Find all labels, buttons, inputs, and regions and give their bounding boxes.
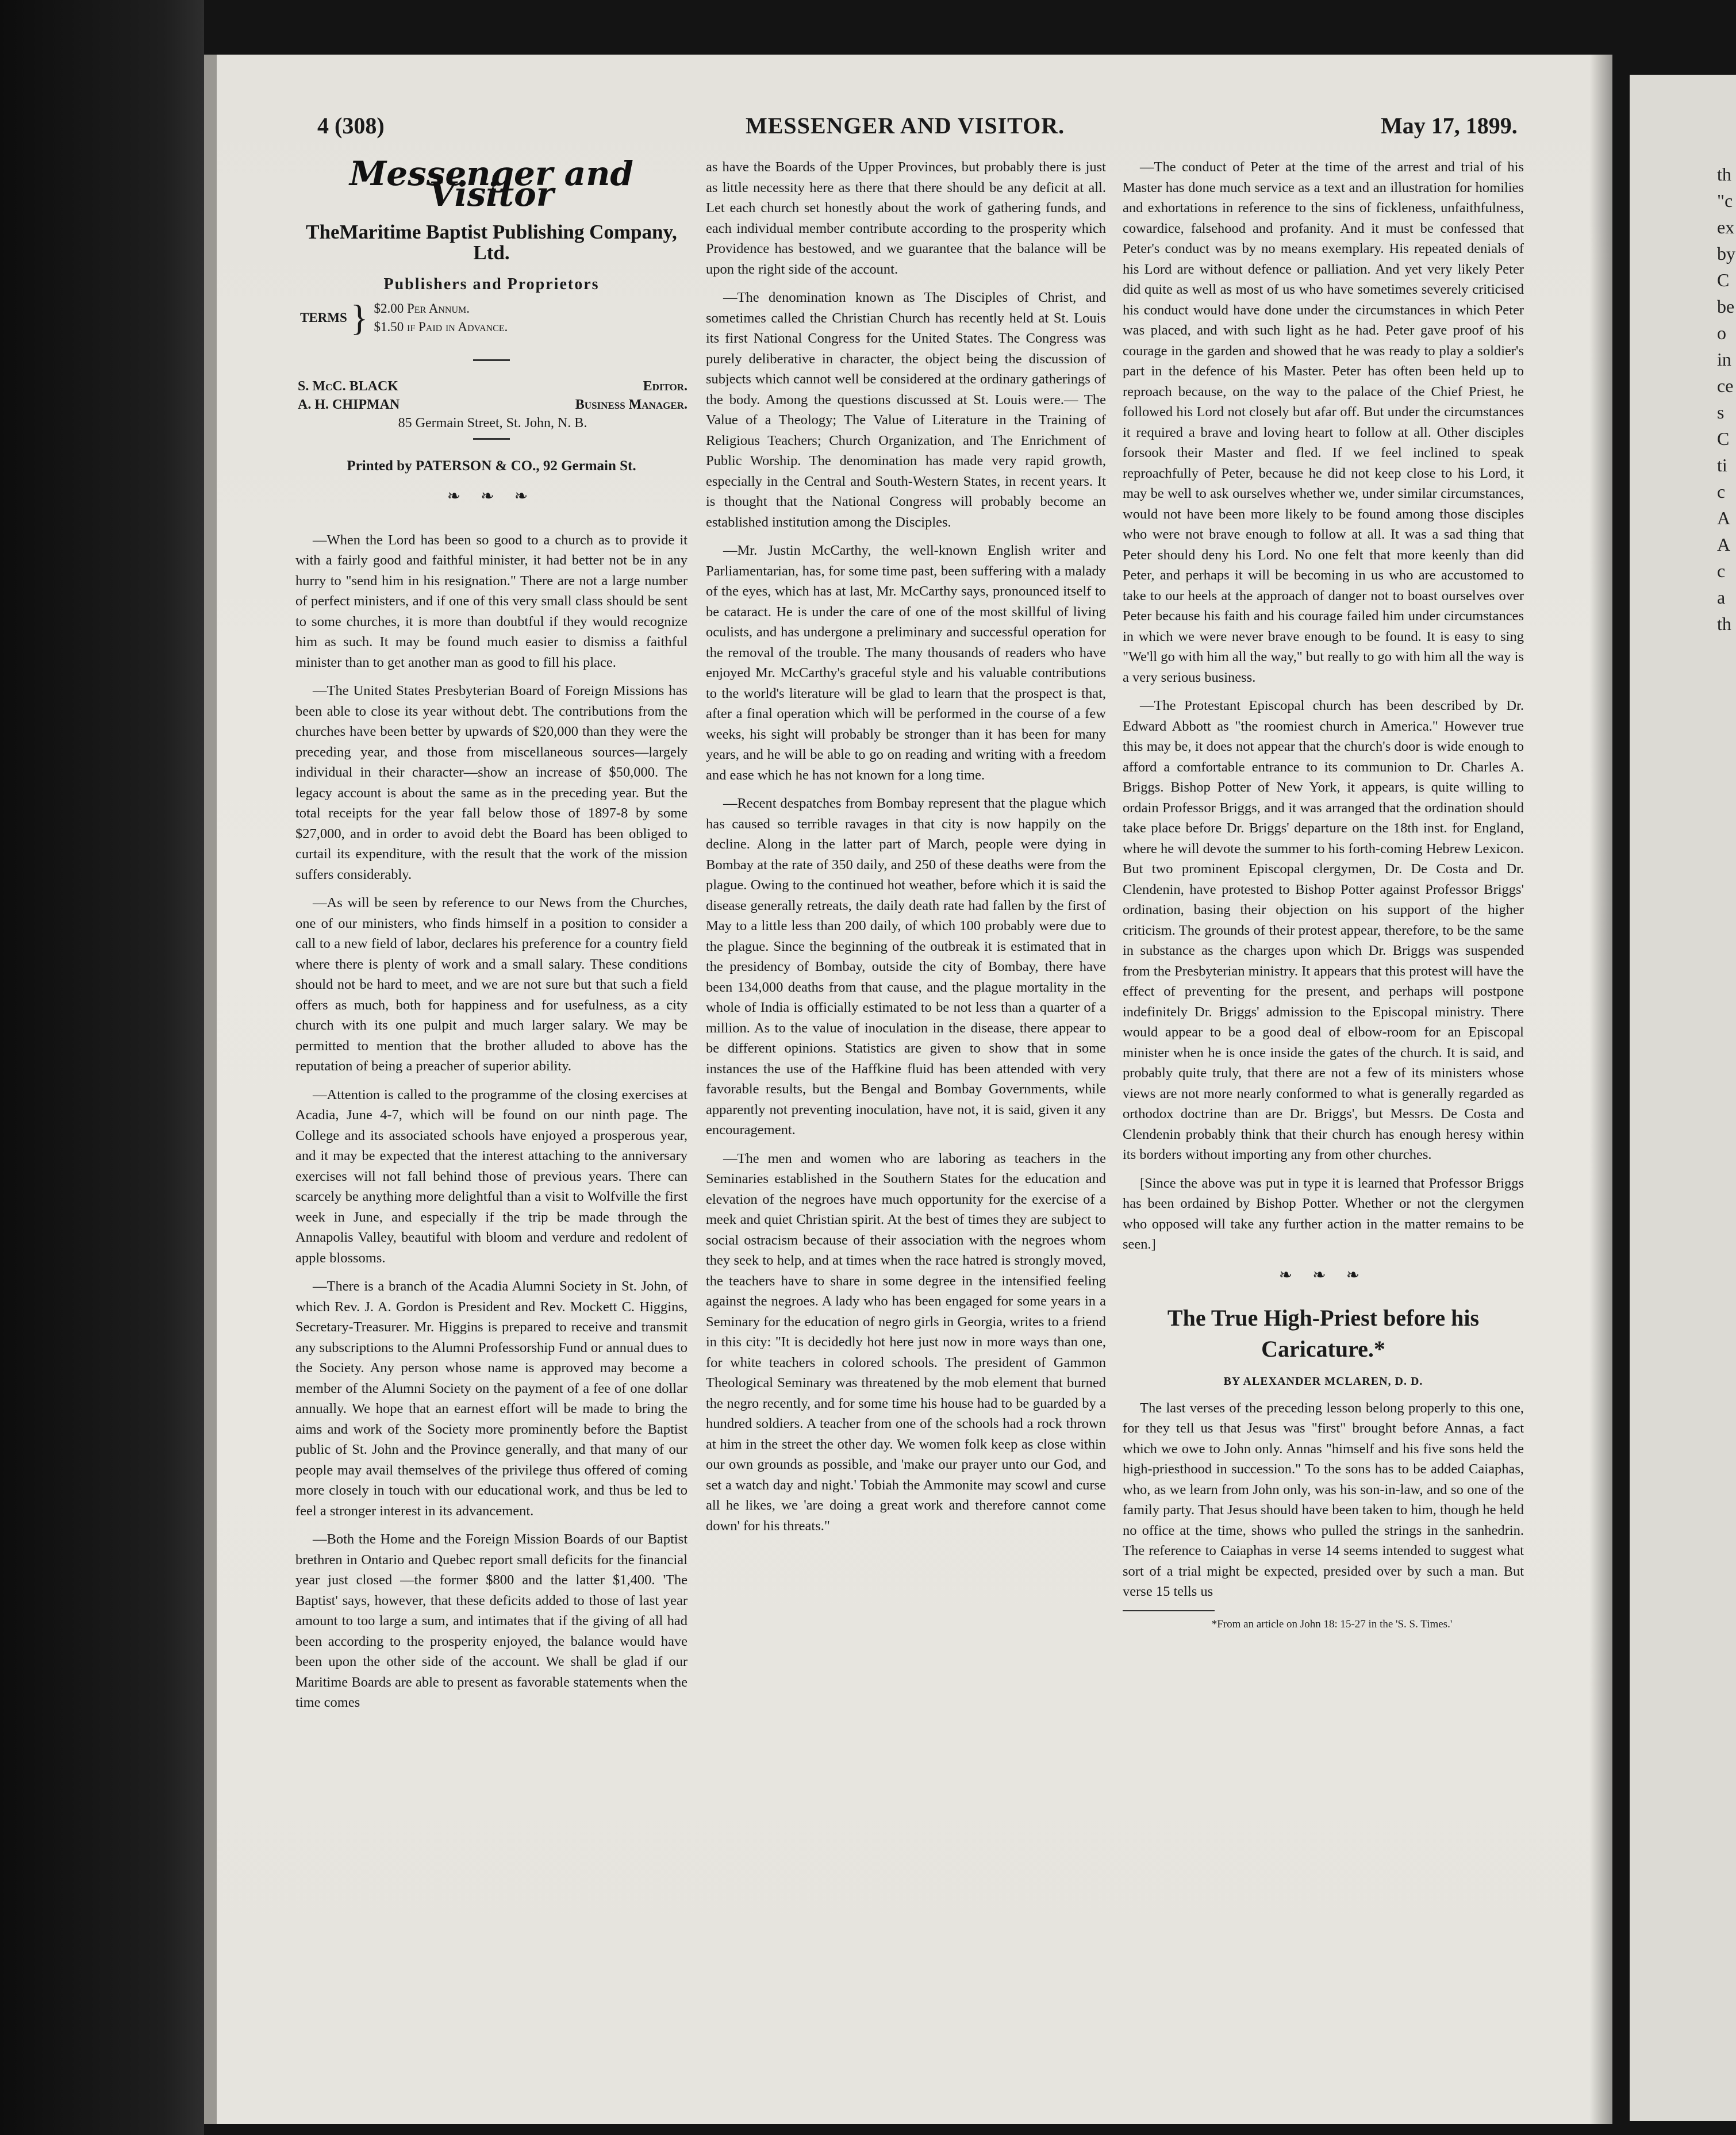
edge-fragment: c [1717,560,1726,581]
footnote-rule [1123,1610,1215,1611]
edge-fragment: o [1717,322,1726,343]
edge-fragment: in [1717,349,1731,370]
subscription-terms [300,299,688,336]
editor-role: Editor. [643,378,688,394]
column-2 [706,157,1106,1544]
printer-line: Printed by PATERSON & CO., 92 Germain St. [347,458,636,474]
editorial-paragraph: —The men and women who are laboring as teachers in the Seminaries established in the Southern States for the education and elevation of the negroes have much opportunity for the exercise of a meek and quiet Christian spirit. At the best of times they are subject to social ostracism because of their association with the negroes whom they seek to help, and at times when the race hatred is strongly moved, the teachers have to share in some degree in the intensified feeling against the negroes. A lady who has been engaged for some years in a Seminary for the education of negro girls in Georgia, writes to a friend in this city: "It is decidedly hot here just now in more ways than one, for white teachers in colored schools. The president of Gammon Theological Seminary was threatened by the mob element that burned the negro recently, and for some time his house had to be guarded by a hundred soldiers. A teacher from one of the schools had a rock thrown at him in the street the other day. We women folk keep as close within our own grounds as possible, and 'make our prayer unto our God, and set a watch day and night.' Tobiah the Ammonite may scowl and curse all he likes, we 'are doing a great work and therefore cannot come down' for his threats." [706,1150,1106,1534]
editorial-paragraph: —Both the Home and the Foreign Mission Boards of our Baptist brethren in Ontario and Quebec report small deficits for the financial year just closed —the former $800 and the latter $1,400. 'The Baptist' says, however, that these deficits added to those of last year amount to too large a sum, and intimates that if the giving of all had been according to the prosperity enjoyed, the balance would have been upon the other side of the account. We shall be glad if our Maritime Boards are able to present as favorable statements when the time comes [295,1531,688,1710]
newspaper-page [204,55,1612,2124]
editorial-paragraph: —The United States Presbyterian Board of Foreign Missions has been able to close its year without debt. The contributions from the churches have been better by upwards of $20,000 than they were the preceding year, and those from miscellaneous sources—largely individual in their character—show an increase of $50,000. The legacy account is about the same as in the preceding year. But the total receipts for the year fall below those of 1897-8 by some $27,000, and in order to avoid debt the Board has been obliged to curtail its expenditure, with the result that the work of the mission suffers considerably. [295,683,688,882]
brace-glyph: } [350,297,368,338]
article-footnote: *From an article on John 18: 15-27 in the 'S. S. Times.' [1211,1618,1453,1630]
editorial-paragraph: as have the Boards of the Upper Provinces, but probably there is just as little necessity here as there that there should be any deficit at all. Let each church set honestly about the work of gathering funds, and each individual member contribute according to the prosperity which Providence has bestowed, and we guarantee that the balance will be upon the right side of the account. [706,159,1106,277]
edge-fragment: A [1717,534,1731,555]
column-1 [295,154,688,1721]
running-title: MESSENGER AND VISITOR. [746,113,1065,139]
proprietors-line: Publishers and Proprietors [383,275,600,293]
editorial-paragraph: —As will be seen by reference to our News from the Churches, one of our ministers, who finds himself in a position to consider a call to a new field of labor, declares his preference for a country field where there is plenty of work and a small salary. These conditions should not be hard to meet, and we are not sure but that such a field offers as much, both for happiness and for usefulness, as a city church with its one pulpit and much larger salary. We may be permitted to mention that the brother alluded to above has the reputation of being a preacher of superior ability. [295,895,688,1074]
divider-rule [473,359,510,361]
editorial-paragraph: —Attention is called to the programme of the closing exercises at Acadia, June 4-7, which will be found on our ninth page. The College and its associated schools have enjoyed a prosperous year, and it may be expected that the interest attaching to the anniversary exercises will not fall behind those of previous years. There can scarcely be anything more delightful than a visit to Wolfville the first week in June, and especially if the trip be made through the Annapolis Valley, beautiful with bloom and verdure and redolent of apple blossoms. [295,1086,688,1266]
facing-page-edge [1630,75,1736,2121]
editorial-paragraph: —When the Lord has been so good to a church as to provide it with a fairly good and faithful minister, it had better not be in any hurry to "send him in his resignation." There are not a large number of perfect ministers, and if one of this very small class should be sent to some churches, it is more than doubtful if they would recognize him as such. It may be found much easier to dismiss a faithful minister than to get another man as good to fill his place. [295,532,688,670]
editorial-paragraph: —There is a branch of the Acadia Alumni Society in St. John, of which Rev. J. A. Gordon is President and Rev. Mockett C. Higgins, Secretary-Treasurer. Mr. Higgins is prepared to receive and transmit any subscriptions to the Alumni Professorship Fund or annual dues to the Society. Any person whose name is approved may become a member of the Alumni Society on the payment of a fee of one dollar annually. We hope that an earnest effort will be made to bring the aims and work of the Society more prominently before the Baptist public of St. John and the Province generally, and that many of our people may avail themselves of the privilege thus offered of coming more closely in touch with our educational work, and thus be led to feel a stronger interest in its advancement. [295,1278,688,1519]
terms-line-annual: $2.00 Per Annum. [374,301,470,316]
divider-rule [473,438,510,440]
terms-label: TERMS [300,310,347,325]
edge-fragment: ti [1717,455,1727,475]
terms-line-advance: $1.50 if Paid in Advance. [374,319,508,334]
edge-fragment: s [1717,402,1725,423]
scanner-left-margin [0,0,204,2135]
editorial-paragraph: —The Protestant Episcopal church has been described by Dr. Edward Abbott as "the roomiest church in America." However true this may be, it does not appear that the church's door is wide enough to afford a comfortable entrance to its communion to Dr. Charles A. Briggs. Bishop Potter of New York, it appears, is quite willing to ordain Professor Briggs, and it was arranged that the ordination should take place before Dr. Briggs' departure on the 18th inst. for England, where he will devote the summer to his forth-coming Hebrew Lexicon. But two prominent Episcopal clergymen, Dr. De Costa and Dr. Clendenin, have protested to Bishop Potter against Professor Briggs' ordination, basing their objection on his support of the higher criticism. The grounds of their protest appear, therefore, to be the same in substance as the charges upon which Dr. Briggs was suspended from the Presbyterian ministry. It appears that this protest will have the effect of preventing for the present, and perhaps will postpone indefinitely Dr. Briggs' admission to the Episcopal ministry. There would appear to be a good deal of elbow-room for an Episcopal minister when he is once inside the gates of the church. It is said, and probably quite truly, that there are not a few of its ministers whose views are not more nearly conformed to what is generally regarded as orthodox doctrine than are Dr. Briggs', but Messrs. De Costa and Clendenin probably think that their church has enough heresy within its borders without importing any from other churches. [1123,698,1524,1162]
edge-fragment: "c [1717,190,1733,211]
edge-fragment: be [1717,296,1735,317]
publisher-name: TheMaritime Baptist Publishing Company, Ltd. [306,221,677,264]
ornament-divider: ❧ ❧ ❧ [1278,1266,1368,1284]
editorial-note: [Since the above was put in type it is learned that Professor Briggs has been ordained by Bishop Potter. Whether or not the clergymen who opposed will take any further action in the matter remains to be seen.] [1123,1175,1524,1252]
article-byline: BY ALEXANDER MCLAREN, D. D. [1223,1375,1423,1388]
edge-fragment: a [1717,587,1726,608]
manager-name: A. H. CHIPMAN [298,397,400,412]
editorial-paragraph: —The denomination known as The Disciples of Christ, and sometimes called the Christian Church has recently held at St. Louis its first National Congress for the United States. The Congress was purely deliberative in character, the object being the discussion of subjects which cannot well be considered at the ordinary gatherings of the body. Among the questions discussed at St. Louis were.— The Value of a Theology; The Value of Literature in the Training of Religious Teachers; Church Organization, and The Enrichment of Public Worship. The denomination has made very rapid growth, especially in the Central and South-Western States, in recent years. It is thought that the National Congress will probably become an established institution among the Disciples. [706,290,1106,530]
edge-fragment: C [1717,428,1730,449]
editorial-paragraph: —The conduct of Peter at the time of the arrest and trial of his Master has done much service as a text and an illustration for homilies and exhortations in reference to the sins of fickleness, unfaithfulness, cowardice, falsehood and profanity. And it must be confessed that Peter's conduct was by no means exemplary. His repeated denials of his Lord are without defence or palliation. And yet very likely Peter did quite as well as most of us who have sometimes severely criticised his conduct would have done under the circumstances in which Peter was placed, and with such light as he had. Peter gave proof of his courage in the garden and showed that he was ready to play a soldier's part in the defence of his Master. Peter has often been held up to reproach because, on the way to the palace of the Chief Priest, he followed his Lord not closely but afar off. But under the circumstances it required a brave and loving heart to follow at all. Other disciples forsook their Master and fled. If we feel inclined to speak reproachfully of Peter, because he did not keep close to his Lord, it may be well to ask ourselves whether we, under similar circumstances, would not have been more likely to be found among those disciples who were not brave enough to follow at all. It was a sad thing that Peter should deny his Lord. No one felt that more keenly than did Peter, and perhaps it will be becoming in us who are accustomed to take to our heels at the approach of danger not to boast ourselves over Peter because his faith and his courage failed him under circumstances in which we were never brave enough to be found. It is easy to sing "We'll go with him all the way," but really to go with him all the way is a very serious business. [1123,159,1524,685]
staff-listing [298,377,688,432]
edge-fragment: by [1717,243,1735,264]
editor-row [298,377,688,395]
editorial-paragraph: —Mr. Justin McCarthy, the well-known English writer and Parliamentarian, has, for some time past, been suffering with a malady of the eyes, which has at last, Mr. McCarthy says, pronounced itself to be cataract. He is under the care of one of the most skillful of living oculists, and has undergone a preliminary and successful operation for the removal of the trouble. The many thousands of readers who have enjoyed Mr. McCarthy's graceful style and his valuable contributions to the world's literature will be glad to learn that the prospect is that, after a final operation which will be performed in the course of a few weeks, his sight will probably be stronger than it has been for many years, and he will be able to go on reading and writing with a freedom and ease which he has not known for a long time. [706,543,1106,783]
terms-lines [374,299,508,336]
ornament-divider: ❧ ❧ ❧ [447,487,536,505]
editor-name: S. McC. BLACK [298,378,398,394]
edge-fragment: ex [1717,217,1735,237]
issue-date: May 17, 1899. [1381,113,1518,139]
masthead-title: Messenger and Visitor [349,154,633,214]
manager-row [298,395,688,414]
edge-fragment: A [1717,508,1731,528]
article-body: The last verses of the preceding lesson belong properly to this one, for they tell us that Jesus was "first" brought before Annas, a fact which we owe to John only. Annas "himself and his five sons held the high-priesthood in succession." To the sons has to be added Caiaphas, who, as we learn from John only, was his son-in-law, and so one of the family party. That Jesus should have been taken to him, though he held no office at the time, shows who pulled the strings in the sanhedrin. The reference to Caiaphas in verse 14 seems intended to suggest what sort of a trial might be expected, presided over by such a man. But verse 15 tells us [1123,1400,1524,1599]
edge-fragment: th [1717,164,1731,185]
article-title: The True High-Priest before his Caricature.* [1167,1305,1480,1362]
binding-shadow [1589,55,1612,2124]
edge-fragment: ce [1717,375,1734,396]
column-3 [1123,157,1524,1640]
page-header [217,112,1612,158]
page-number: 4 (308) [317,113,385,139]
edge-fragment: C [1717,270,1730,290]
edge-fragment: c [1717,481,1726,502]
manager-role: Business Manager. [575,397,688,412]
office-address: 85 Germain Street, St. John, N. B. [398,415,587,431]
edge-fragment: th [1717,613,1731,634]
editorial-paragraph: —Recent despatches from Bombay represent that the plague which has caused so terrible ravages in that city is now happily on the decline. Along in the latter part of March, people were dying in Bombay at the rate of 350 daily, and 250 of these deaths were from the plague. Owing to the continued hot weather, before which it is said the disease generally retreats, the daily death rate had fallen by the first of May to a little less than 200 daily, of which 100 probably were due to the plague. Since the beginning of the outbreak it is estimated that in the presidency of Bombay, outside the city of Bombay, there have been 134,000 deaths from that cause, and the plague mortality in the whole of India is officially estimated to be not less than a quarter of a million. As to the value of inoculation in the disease, there appear to be different opinions. Statistics are given to show that in some instances the use of the Haffkine fluid has been attended with very favorable results, but the Bengal and Bombay Governments, while apparently not preventing inoculation, have not, it is said, given it any encouragement. [706,796,1106,1138]
